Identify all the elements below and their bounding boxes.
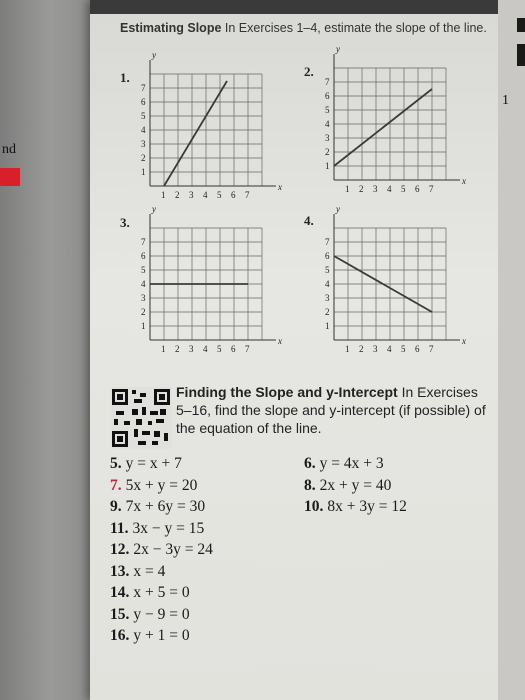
page-header-band [90,0,498,14]
graph-exercise-1 [130,50,290,204]
exercise-equation [110,584,190,602]
x-tick-label: 5 [401,184,406,194]
x-tick-label: 5 [401,344,406,354]
exercise-equation [110,606,190,624]
x-tick-label: 4 [387,184,392,194]
graph-1-svg [130,50,290,204]
exercise-expression: y = x + 7 [125,455,182,472]
y-tick-label: 5 [141,265,146,275]
x-axis-label: x [278,182,282,192]
y-tick-label: 4 [325,119,330,129]
exercise-2-label: 2. [304,64,314,79]
x-tick-label: 7 [245,190,250,200]
y-axis-label: y [336,44,340,54]
x-tick-label: 7 [429,184,434,194]
x-tick-label: 1 [345,344,350,354]
y-tick-label: 1 [141,321,146,331]
x-tick-label: 2 [359,184,364,194]
y-tick-label: 1 [325,321,330,331]
graph-line [164,81,227,186]
exercise-expression: x + 5 = 0 [133,584,190,601]
x-tick-label: 3 [189,344,194,354]
x-tick-label: 4 [387,344,392,354]
y-tick-label: 7 [141,83,146,93]
exercise-equation [110,541,213,559]
x-axis-label: x [462,336,466,346]
exercise-number: 13. [110,562,130,580]
x-tick-label: 1 [161,190,166,200]
right-edge-mark-1 [517,18,525,32]
exercise-number: 16. [110,627,130,644]
exercise-number: 8. [304,476,316,494]
adjacent-page-right [498,0,525,700]
x-tick-label: 1 [345,184,350,194]
intro-instructions [120,20,490,36]
y-tick-label: 4 [325,279,330,289]
y-tick-label: 2 [141,153,146,163]
y-tick-label: 3 [325,293,330,303]
y-tick-label: 3 [325,133,330,143]
x-tick-label: 4 [203,344,208,354]
exercise-number: 12. [110,541,130,558]
x-tick-label: 7 [245,344,250,354]
textbook-page [90,0,498,700]
graph-exercise-3 [130,204,290,358]
exercise-equation [304,498,407,516]
x-tick-label: 6 [415,184,420,194]
y-tick-label: 4 [141,125,146,135]
graph-exercise-2 [314,44,474,198]
right-edge-glyph: 1 [502,93,509,108]
graph-exercise-4 [314,204,474,358]
y-tick-label: 4 [141,279,146,289]
exercise-equation [110,627,190,645]
exercise-equation [110,563,165,581]
section-title: Finding the Slope and y-Intercept [176,384,398,400]
x-axis-label: x [278,336,282,346]
y-tick-label: 6 [141,251,146,261]
exercise-equation [110,477,197,495]
y-tick-label: 3 [141,139,146,149]
exercise-expression: 8x + 3y = 12 [327,498,407,515]
x-tick-label: 6 [231,344,236,354]
graph-2-svg [314,44,474,198]
exercise-4-label: 4. [304,213,314,228]
section-text: In Exercises 5–16, find the slope and y-intercept (if possible) of the equation of the line. [176,384,486,436]
y-tick-label: 3 [141,293,146,303]
exercise-equation [304,477,391,495]
exercise-equation [304,455,384,473]
y-tick-label: 7 [325,77,330,87]
x-tick-label: 1 [161,344,166,354]
exercise-expression: 7x + 6y = 30 [125,498,206,515]
exercise-number: 5. [110,455,122,472]
x-tick-label: 7 [429,344,434,354]
y-tick-label: 7 [141,237,146,247]
graph-line [334,89,432,166]
y-axis-label: y [336,204,340,214]
y-tick-label: 6 [141,97,146,107]
y-tick-label: 1 [141,167,146,177]
exercise-number: 11. [110,519,129,537]
x-tick-label: 6 [231,190,236,200]
x-tick-label: 6 [415,344,420,354]
graph-3-svg [130,204,290,358]
x-tick-label: 3 [373,184,378,194]
x-tick-label: 2 [175,190,180,200]
exercise-expression: y = 4x + 3 [319,455,384,472]
exercise-equation [110,455,182,473]
exercise-number: 15. [110,605,130,623]
exercise-number: 7. [110,476,122,494]
y-tick-label: 5 [141,111,146,121]
intro-title: Estimating Slope [120,21,222,35]
y-tick-label: 2 [325,147,330,157]
qr-code-icon [110,387,172,449]
exercise-expression: y − 9 = 0 [133,605,190,623]
exercise-expression: x = 4 [133,562,166,580]
y-tick-label: 5 [325,265,330,275]
exercise-number: 6. [304,455,316,472]
x-tick-label: 3 [373,344,378,354]
exercise-number: 14. [110,584,130,601]
y-axis-label: y [152,50,156,60]
x-axis-label: x [462,176,466,186]
exercise-expression: 5x + y = 20 [125,476,198,494]
right-edge-mark-2 [517,44,525,66]
exercise-3-label: 3. [120,215,130,230]
qr-code [110,387,172,449]
adjacent-page-fragment: nd [2,142,16,157]
x-tick-label: 5 [217,344,222,354]
y-tick-label: 6 [325,251,330,261]
graph-4-svg [314,204,474,358]
exercise-expression: 2x − 3y = 24 [133,541,213,558]
y-tick-label: 5 [325,105,330,115]
x-tick-label: 3 [189,190,194,200]
y-tick-label: 6 [325,91,330,101]
exercise-number: 10. [304,498,324,515]
y-tick-label: 7 [325,237,330,247]
x-tick-label: 5 [217,190,222,200]
exercise-number: 9. [110,498,122,515]
section-instructions [176,383,496,437]
y-tick-label: 2 [325,307,330,317]
y-tick-label: 1 [325,161,330,171]
exercise-expression: 2x + y = 40 [319,476,392,494]
exercise-equation [110,498,205,516]
adjacent-page-left [0,0,90,700]
x-tick-label: 2 [359,344,364,354]
exercise-equation [110,520,204,538]
x-tick-label: 4 [203,190,208,200]
intro-text: In Exercises 1–4, estimate the slope of the line. [224,21,487,35]
exercise-expression: y + 1 = 0 [133,627,190,644]
y-tick-label: 2 [141,307,146,317]
y-axis-label: y [152,204,156,214]
exercise-1-label: 1. [120,70,130,85]
exercise-expression: 3x − y = 15 [132,519,205,537]
x-tick-label: 2 [175,344,180,354]
red-tab-marker [0,168,20,186]
